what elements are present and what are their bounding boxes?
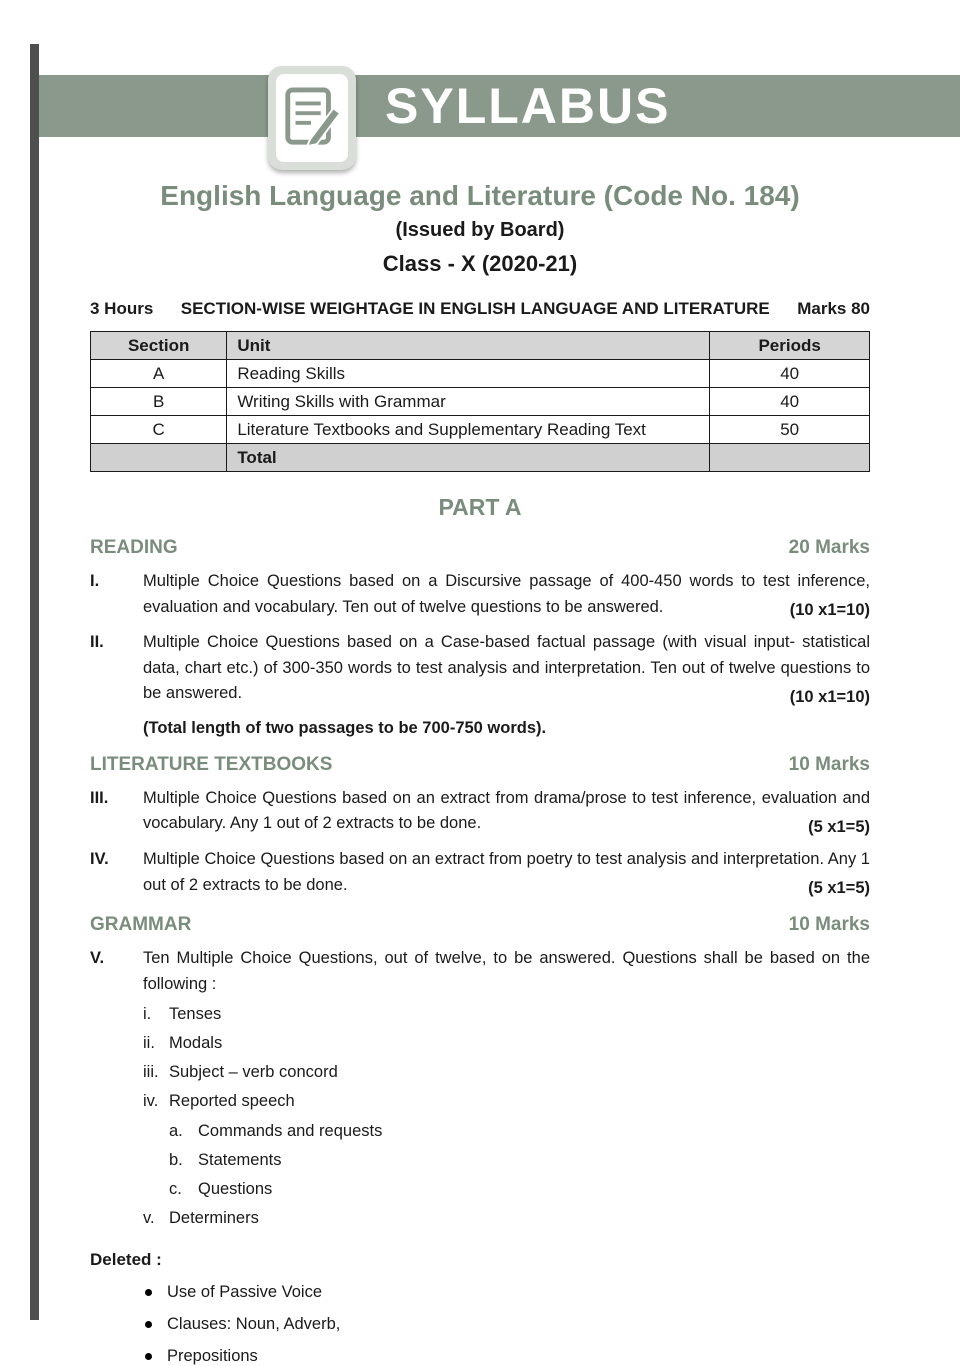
list-item-number: a. [169, 1121, 183, 1140]
section-title: READING [90, 537, 178, 558]
section-title: LITERATURE TEXTBOOKS [90, 753, 333, 775]
syllabus-item [90, 569, 870, 620]
list-item-label: Commands and requests [198, 1121, 383, 1140]
column-header-unit: Unit [227, 332, 710, 360]
section-title: GRAMMAR [90, 914, 192, 936]
section-marks: 10 Marks [788, 914, 870, 936]
item-number: V. [90, 949, 105, 968]
list-item-label: Determiners [169, 1208, 259, 1227]
bullet-icon [145, 1353, 152, 1360]
table-total-row [91, 444, 870, 472]
cell-periods: 50 [710, 416, 870, 444]
syllabus-item [90, 946, 870, 997]
grammar-topic-list [143, 1003, 870, 1230]
item-number: II. [90, 633, 104, 652]
item-marks: (5 x1=5) [808, 817, 870, 836]
list-item-label: Reported speech [169, 1092, 295, 1111]
list-item [145, 1315, 870, 1334]
cell-empty [710, 444, 870, 472]
bullet-icon [145, 1321, 152, 1328]
section-marks: 10 Marks [788, 753, 870, 775]
cell-unit: Literature Textbooks and Supplementary Reading Text [227, 416, 710, 444]
item-number: I. [90, 572, 100, 590]
list-item [169, 1178, 870, 1201]
item-text: Multiple Choice Questions based on an extract from poetry to test analysis and interpretation. Any 1 out of 2 extracts to be done. [143, 849, 870, 894]
section-head-literature [90, 754, 870, 776]
cell-unit: Reading Skills [227, 360, 710, 388]
item-number: IV. [90, 849, 109, 868]
list-item [143, 1061, 870, 1084]
item-text: Multiple Choice Questions based on an extract from drama/prose to test inference, evaluation and vocabulary. Any 1 out of 2 extracts to be done. [143, 788, 870, 833]
list-item [145, 1347, 870, 1366]
list-item [145, 1283, 870, 1302]
list-item [143, 1003, 870, 1026]
section-head-reading [90, 537, 870, 559]
list-item-number: c. [169, 1179, 182, 1198]
list-item-number: ii. [143, 1034, 155, 1053]
cell-empty [91, 444, 227, 472]
cell-section: C [91, 416, 227, 444]
list-item-label: Statements [198, 1150, 282, 1169]
list-item [143, 1090, 870, 1113]
item-number: III. [90, 788, 109, 807]
weightage-table [90, 331, 870, 472]
cell-section: B [91, 388, 227, 416]
item-text: Ten Multiple Choice Questions, out of twelve, to be answered. Questions shall be based on the following : [143, 949, 870, 993]
part-a-title: PART A [438, 494, 522, 520]
cell-total-label: Total [227, 444, 710, 472]
bullet-icon [145, 1289, 152, 1296]
table-row [91, 416, 870, 444]
list-item-number: v. [143, 1208, 155, 1227]
item-text: Multiple Choice Questions based on a Case-based factual passage (with visual input- statistical data, chart etc.) of 300-350 words to test analysis and interpretation. Ten out of twelve questions to be answered. [143, 633, 870, 703]
section-marks: 20 Marks [788, 537, 870, 558]
deleted-heading: Deleted : [90, 1249, 162, 1269]
list-item [143, 1032, 870, 1055]
list-item-number: iv. [143, 1092, 159, 1111]
cell-unit: Writing Skills with Grammar [227, 388, 710, 416]
column-header-periods: Periods [710, 332, 870, 360]
cell-section: A [91, 360, 227, 388]
syllabus-item [90, 786, 870, 837]
marks-total-label: Marks 80 [797, 299, 870, 318]
list-item-label: Prepositions [167, 1346, 258, 1365]
item-marks: (10 x1=10) [789, 687, 870, 706]
column-header-section: Section [91, 332, 227, 360]
list-item-label: Questions [198, 1179, 273, 1198]
banner-title: SYLLABUS [385, 78, 671, 134]
list-item-label: Modals [169, 1034, 223, 1053]
item-marks: (10 x1=10) [789, 601, 870, 620]
list-item-label: Clauses: Noun, Adverb, [167, 1314, 341, 1333]
table-row [91, 360, 870, 388]
list-item [143, 1207, 870, 1230]
syllabus-item [90, 630, 870, 707]
list-item [169, 1149, 870, 1172]
item-text: Multiple Choice Questions based on a Discursive passage of 400-450 words to test inference, evaluation and vocabulary. Ten out of twelve questions to be answered. [143, 572, 870, 616]
list-item-number: iii. [143, 1063, 159, 1082]
table-row [91, 388, 870, 416]
weightage-title: SECTION-WISE WEIGHTAGE IN ENGLISH LANGUAGE AND LITERATURE [180, 299, 770, 318]
list-item-label: Tenses [169, 1005, 222, 1024]
syllabus-item [90, 847, 870, 898]
page-title: English Language and Literature (Code No. 184) [160, 180, 800, 211]
weightage-caption-row [90, 299, 870, 319]
list-item [169, 1120, 870, 1143]
hours-label: 3 Hours [90, 299, 154, 318]
section-head-grammar [90, 914, 870, 936]
deleted-list [145, 1283, 870, 1366]
list-item-label: Use of Passive Voice [167, 1282, 322, 1301]
issued-by-line: (Issued by Board) [395, 219, 565, 241]
list-item-label: Subject – verb concord [169, 1063, 338, 1082]
passages-note: (Total length of two passages to be 700-750 words). [143, 718, 547, 737]
class-line: Class - X (2020-21) [382, 251, 578, 276]
table-header-row [91, 332, 870, 360]
item-marks: (5 x1=5) [808, 879, 870, 898]
list-item-number: b. [169, 1150, 183, 1169]
list-item-number: i. [143, 1005, 152, 1024]
cell-periods: 40 [710, 360, 870, 388]
cell-periods: 40 [710, 388, 870, 416]
